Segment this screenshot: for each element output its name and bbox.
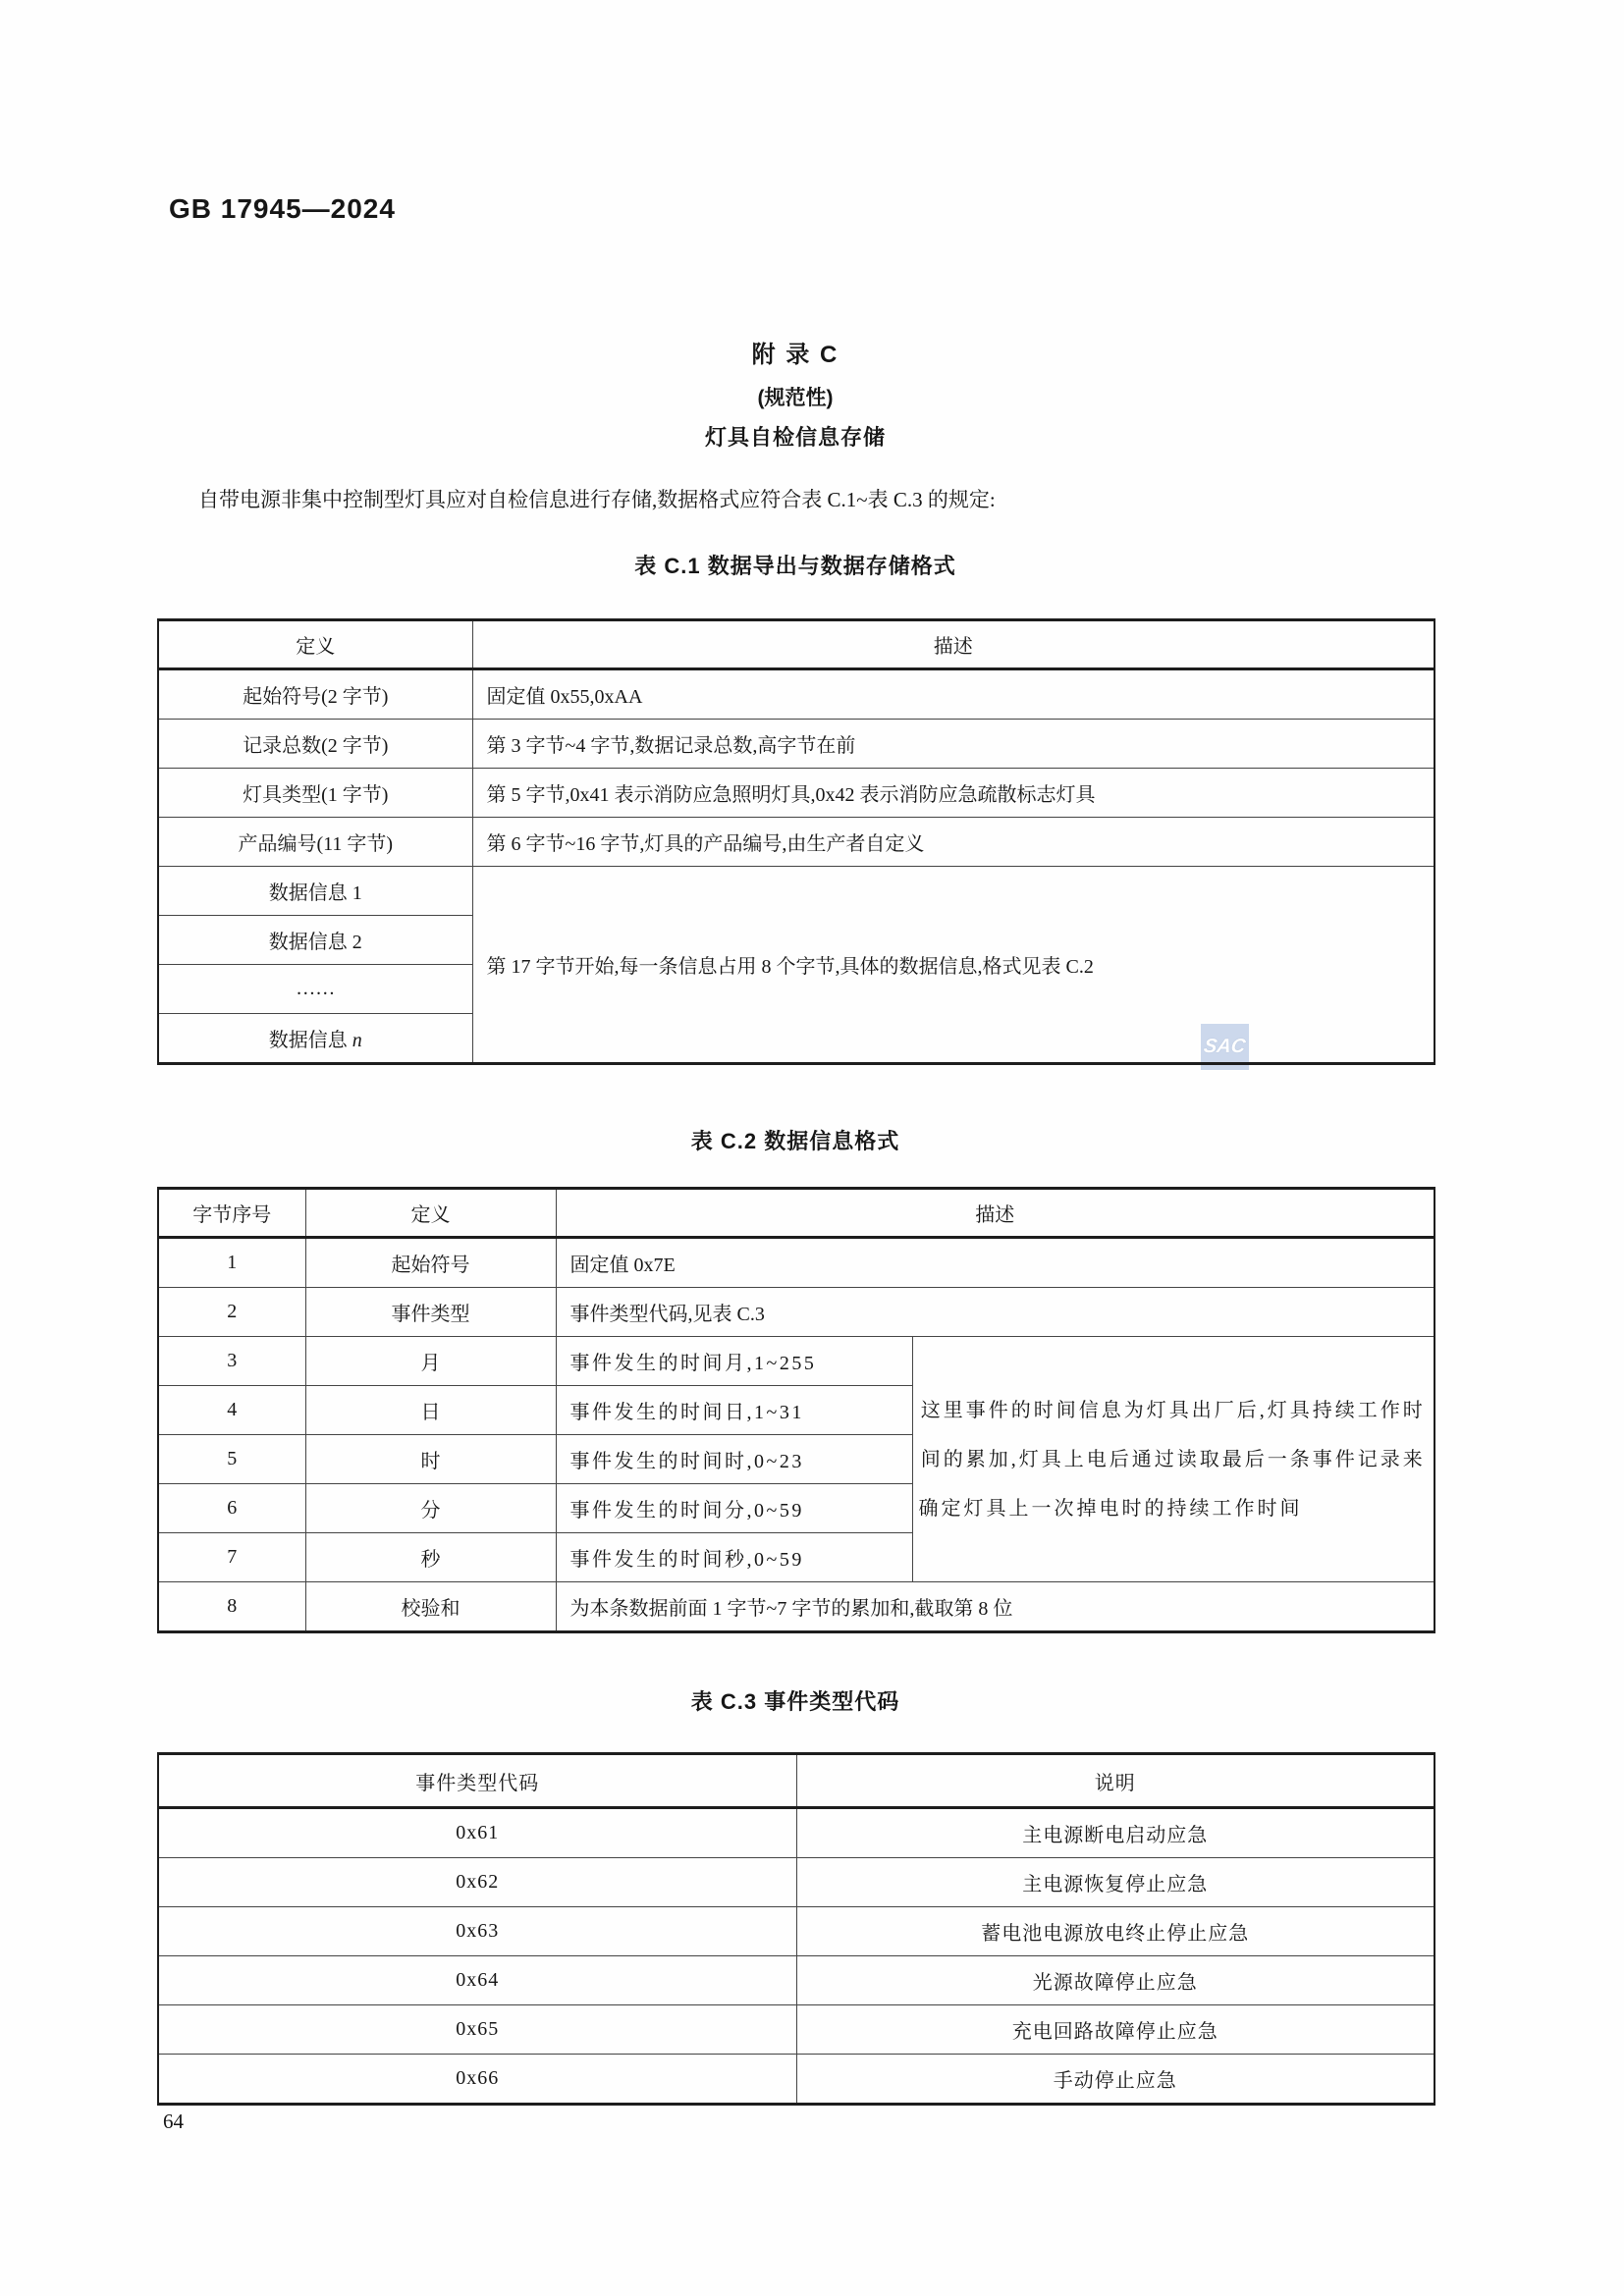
table-row xyxy=(158,1288,1435,1337)
c2-header-byte-index: 字节序号 xyxy=(158,1189,305,1238)
definition-cell: 起始符号(2 字节) xyxy=(158,669,472,720)
definition-cell: 灯具类型(1 字节) xyxy=(158,769,472,818)
c1-header-definition: 定义 xyxy=(158,620,472,669)
description-cell: 第 6 字节~16 字节,灯具的产品编号,由生产者自定义 xyxy=(472,818,1435,867)
byte-index-cell: 2 xyxy=(158,1288,305,1337)
sac-watermark-label: SAC xyxy=(1202,1036,1248,1057)
definition-cell: 月 xyxy=(305,1337,556,1386)
variable-n: n xyxy=(352,1030,362,1051)
definition-cell: 分 xyxy=(305,1484,556,1533)
table-row xyxy=(158,867,1435,916)
appendix-heading: 灯具自检信息存储 xyxy=(704,425,886,450)
description-cell: 第 5 字节,0x41 表示消防应急照明灯具,0x42 表示消防应急疏散标志灯具 xyxy=(472,769,1435,818)
event-code-cell: 0x64 xyxy=(158,1956,796,2005)
description-cell: 固定值 0x7E xyxy=(556,1238,1435,1288)
page-number: 64 xyxy=(163,2109,184,2133)
event-code-cell: 0x61 xyxy=(158,1808,796,1858)
definition-cell: 起始符号 xyxy=(305,1238,556,1288)
table-c2 xyxy=(157,1187,1435,1633)
description-cell: 事件发生的时间日,1~31 xyxy=(556,1386,912,1435)
table-row xyxy=(158,1907,1435,1956)
table-c2-title: 表 C.2 数据信息格式 xyxy=(690,1129,900,1153)
table-header-row xyxy=(158,620,1435,669)
c3-header-code: 事件类型代码 xyxy=(158,1754,796,1808)
table-c3 xyxy=(157,1752,1435,2106)
table-c1 xyxy=(157,618,1435,1065)
event-description-cell: 充电回路故障停止应急 xyxy=(796,2005,1435,2055)
byte-index-cell: 3 xyxy=(158,1337,305,1386)
description-cell: 事件发生的时间时,0~23 xyxy=(556,1435,912,1484)
table-row xyxy=(158,1858,1435,1907)
table-row xyxy=(158,2005,1435,2055)
definition-cell: 产品编号(11 字节) xyxy=(158,818,472,867)
description-cell: 事件发生的时间月,1~255 xyxy=(556,1337,912,1386)
definition-cell: 数据信息 2 xyxy=(158,916,472,965)
byte-index-cell: 5 xyxy=(158,1435,305,1484)
byte-index-cell: 8 xyxy=(158,1582,305,1632)
byte-index-cell: 4 xyxy=(158,1386,305,1435)
definition-cell: 校验和 xyxy=(305,1582,556,1632)
c1-header-description: 描述 xyxy=(472,620,1435,669)
table-c3-title: 表 C.3 事件类型代码 xyxy=(690,1689,900,1714)
event-description-cell: 主电源断电启动应急 xyxy=(796,1808,1435,1858)
definition-cell: 日 xyxy=(305,1386,556,1435)
normative-label: (规范性) xyxy=(757,387,834,409)
table-header-row xyxy=(158,1754,1435,1808)
table-row xyxy=(158,818,1435,867)
byte-index-cell: 6 xyxy=(158,1484,305,1533)
definition-cell: 事件类型 xyxy=(305,1288,556,1337)
description-cell: 固定值 0x55,0xAA xyxy=(472,669,1435,720)
table-row xyxy=(158,669,1435,720)
description-cell: 事件类型代码,见表 C.3 xyxy=(556,1288,1435,1337)
event-description-cell: 主电源恢复停止应急 xyxy=(796,1858,1435,1907)
appendix-title: 附 录 C xyxy=(751,342,839,368)
definition-cell: …… xyxy=(158,965,472,1014)
table-row xyxy=(158,2055,1435,2105)
event-description-cell: 手动停止应急 xyxy=(796,2055,1435,2105)
event-code-cell: 0x65 xyxy=(158,2005,796,2055)
event-code-cell: 0x66 xyxy=(158,2055,796,2105)
table-header-row xyxy=(158,1189,1435,1238)
table-row xyxy=(158,1808,1435,1858)
standard-number: GB 17945—2024 xyxy=(169,193,396,224)
description-cell: 事件发生的时间秒,0~59 xyxy=(556,1533,912,1582)
c2-header-definition: 定义 xyxy=(305,1189,556,1238)
c3-header-description: 说明 xyxy=(796,1754,1435,1808)
merged-description-cell: 第 17 字节开始,每一条信息占用 8 个字节,具体的数据信息,格式见表 C.2 xyxy=(472,867,1435,1064)
table-row xyxy=(158,1956,1435,2005)
time-note-cell: 这里事件的时间信息为灯具出厂后,灯具持续工作时间的累加,灯具上电后通过读取最后一条事件记录来确定灯具上一次掉电时的持续工作时间 xyxy=(912,1337,1435,1582)
c2-header-description: 描述 xyxy=(556,1189,1435,1238)
intro-paragraph: 自带电源非集中控制型灯具应对自检信息进行存储,数据格式应符合表 C.1~表 C.3 的规定: xyxy=(198,488,996,511)
table-row xyxy=(158,1582,1435,1632)
table-row xyxy=(158,769,1435,818)
definition-cell: 数据信息 1 xyxy=(158,867,472,916)
definition-cell: 时 xyxy=(305,1435,556,1484)
event-description-cell: 光源故障停止应急 xyxy=(796,1956,1435,2005)
table-row xyxy=(158,1238,1435,1288)
description-cell: 第 3 字节~4 字节,数据记录总数,高字节在前 xyxy=(472,720,1435,769)
table-row xyxy=(158,1337,1435,1386)
definition-cell: 数据信息 n xyxy=(158,1014,472,1064)
event-code-cell: 0x63 xyxy=(158,1907,796,1956)
event-code-cell: 0x62 xyxy=(158,1858,796,1907)
description-cell: 为本条数据前面 1 字节~7 字节的累加和,截取第 8 位 xyxy=(556,1582,1435,1632)
byte-index-cell: 7 xyxy=(158,1533,305,1582)
definition-cell: 秒 xyxy=(305,1533,556,1582)
byte-index-cell: 1 xyxy=(158,1238,305,1288)
table-c1-title: 表 C.1 数据导出与数据存储格式 xyxy=(634,554,956,578)
definition-cell: 记录总数(2 字节) xyxy=(158,720,472,769)
description-cell: 事件发生的时间分,0~59 xyxy=(556,1484,912,1533)
table-row xyxy=(158,720,1435,769)
event-description-cell: 蓄电池电源放电终止停止应急 xyxy=(796,1907,1435,1956)
